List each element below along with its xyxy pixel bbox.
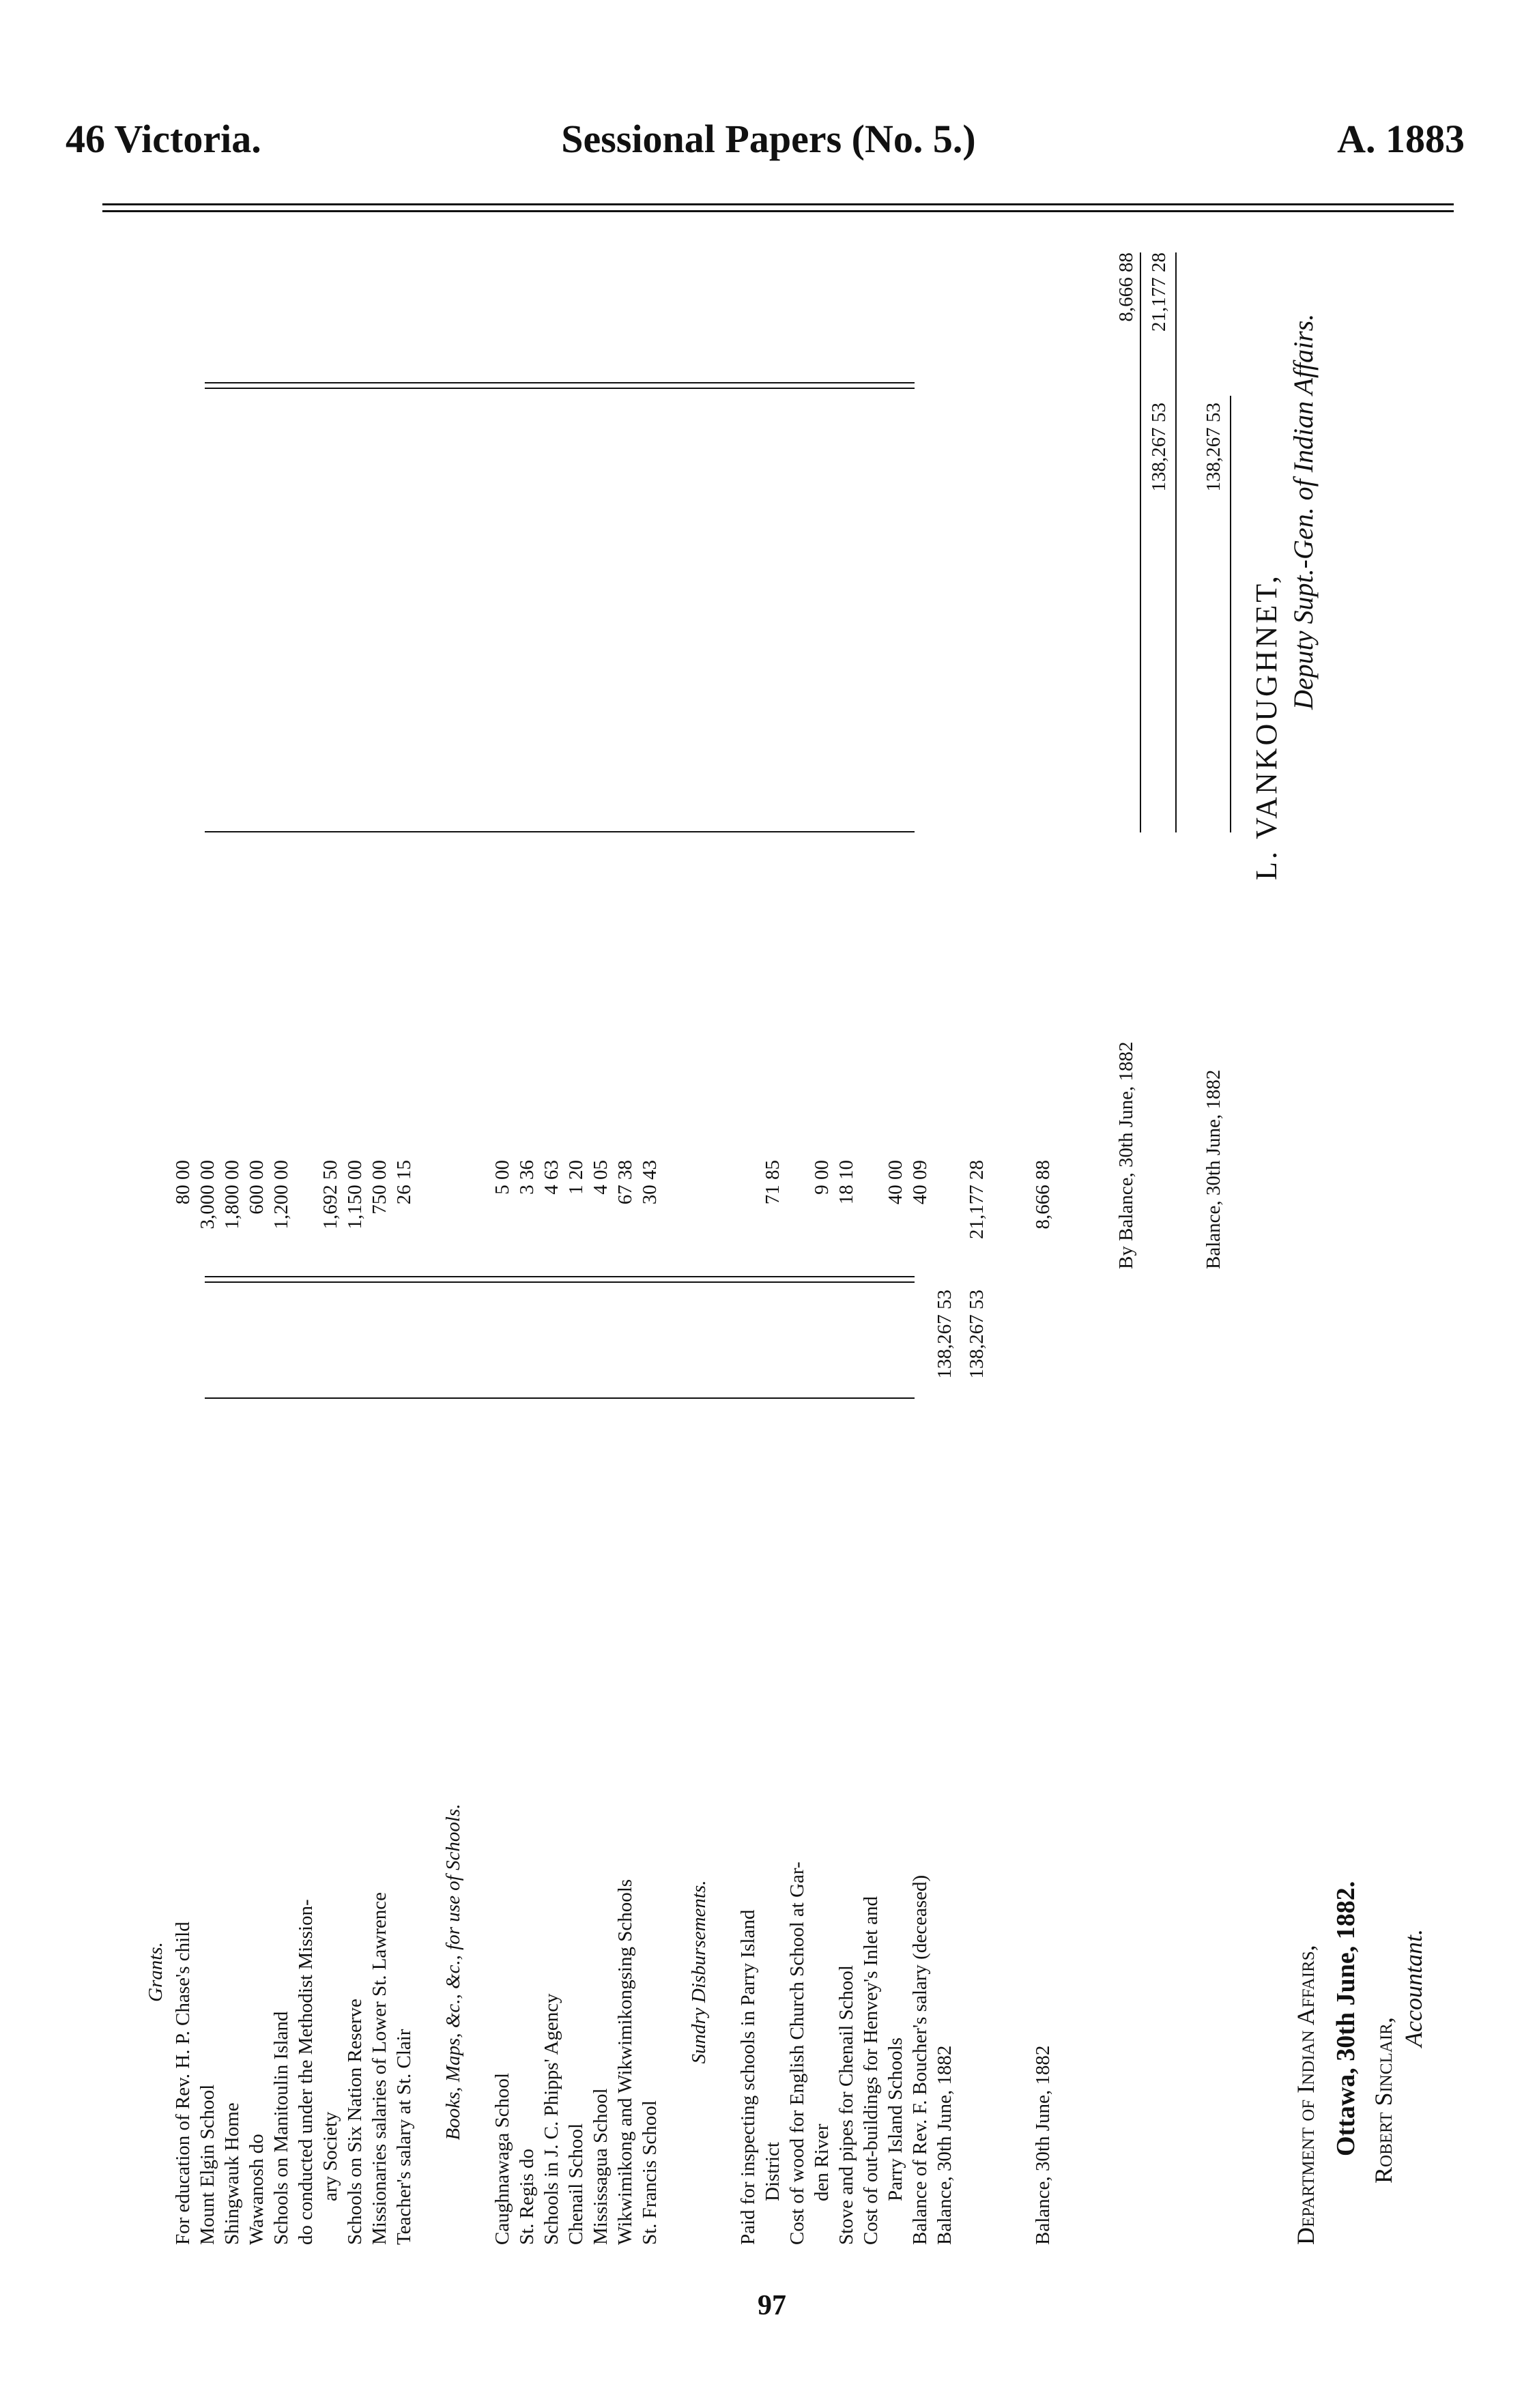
ledger-row-label: Stove and pipes for Chenail School	[835, 1965, 857, 2245]
ledger-row-label: Wikwimikong and Wikwimikongsing Schools	[614, 1878, 636, 2245]
left-grants-column	[143, 1290, 168, 2245]
ledger-amount: 138,267 53	[965, 1290, 988, 1379]
ledger-row	[908, 1399, 932, 2245]
ledger-row-label: Balance of Rev. F. Boucher's salary (deceased)	[909, 1874, 931, 2245]
by-balance-label: By Balance, 30th June, 1882	[1115, 1041, 1137, 1269]
ledger-row-label: St. Francis School	[639, 2100, 661, 2245]
closing-balance-label: Balance, 30th June, 1882	[1032, 2045, 1054, 2245]
ledger-row-label: Missionaries salaries of Lower St. Lawrence	[369, 1891, 390, 2245]
ledger-row-label: Mount Elgin School	[197, 2084, 218, 2245]
by-balance-amount: 8,666 88	[1115, 252, 1137, 322]
ledger-amount: 67 38	[614, 1160, 636, 1205]
ledger-row-label: Teacher's salary at St. Clair	[393, 2029, 415, 2245]
ledger-row-label: ary Society	[319, 2111, 341, 2201]
ledger-amount: 1,200 00	[270, 1160, 292, 1230]
ledger-row	[834, 1399, 859, 2245]
left-rule-b	[205, 1281, 915, 1283]
ledger-row	[736, 1399, 760, 2245]
ledger-amount: 80 00	[172, 1160, 194, 1205]
header-session: 46 Victoria.	[66, 117, 261, 161]
ledger-amount: 8,666 88	[1032, 1160, 1054, 1230]
ledger-row	[883, 1399, 908, 2245]
right-total-col2: 21,177 28	[1148, 252, 1170, 332]
ledger-row-label: Cost of out-buildings for Henvey's Inlet and	[860, 1896, 882, 2245]
ledger-row	[244, 1399, 269, 2245]
right-closing-row	[1203, 546, 1227, 1269]
left-labels	[171, 1399, 1055, 2245]
ledger-amount: 3,000 00	[197, 1160, 218, 1230]
ledger-row	[318, 1399, 343, 2245]
ledger-row-label: Paid for inspecting schools in Parry Island	[737, 1909, 759, 2245]
ledger-row-label: Schools on Six Nation Reserve	[344, 1999, 366, 2245]
ledger-row	[343, 1399, 367, 2245]
ledger-amount: 1 20	[565, 1160, 587, 1195]
ledger-row-label: do conducted under the Methodist Mission-	[295, 1899, 317, 2245]
ledger-row-label: Chenail School	[565, 2123, 587, 2245]
ledger-row	[637, 1399, 662, 2245]
right-total-rule-bottom	[1175, 252, 1177, 832]
ledger-row	[809, 1399, 834, 2245]
right-closing-amount: 138,267 53	[1203, 403, 1224, 492]
ledger-row	[490, 1399, 515, 2245]
rotated-ledger	[116, 198, 1426, 2245]
grants-heading: Grants.	[145, 1942, 167, 2002]
page-number: 97	[758, 2290, 786, 2321]
ledger-row-label: Schools in J. C. Phipps' Agency	[541, 1993, 562, 2245]
place-date: Ottawa, 30th June, 1882.	[1332, 1881, 1360, 2156]
ledger-amount: 1,692 50	[319, 1160, 341, 1230]
ledger-row	[539, 1399, 564, 2245]
ledger-row-label: Parry Island Schools	[885, 2037, 906, 2201]
ledger-row-label: Caughnawaga School	[491, 2072, 513, 2245]
ledger-row	[269, 1399, 293, 2245]
ledger-amount: 138,267 53	[934, 1290, 956, 1379]
balance-line-row	[932, 1399, 957, 2245]
balance-line-label: Balance, 30th June, 1882	[934, 2045, 956, 2245]
left-rule-c	[205, 1276, 915, 1277]
ledger-amount: 3 36	[516, 1160, 538, 1195]
closing-balance-row	[1031, 1399, 1055, 2245]
ledger-amount: 4 05	[590, 1160, 612, 1195]
accountant-name: Robert Sinclair,	[1370, 2017, 1397, 2184]
right-rule-a	[205, 831, 915, 832]
sundry-heading: Sundry Disbursements.	[688, 1880, 710, 2064]
accountant-role: Accountant.	[1400, 1929, 1427, 2047]
ledger-row-label: Shingwauk Home	[221, 2102, 243, 2245]
ledger-amount: 40 00	[885, 1160, 906, 1205]
right-total-col1: 138,267 53	[1148, 403, 1170, 492]
ledger-row	[760, 1399, 785, 2245]
left-rule-a	[205, 1397, 915, 1399]
header-year: A. 1883	[1337, 117, 1465, 161]
department-name: Department of Indian Affairs,	[1292, 1945, 1319, 2245]
right-total-rule-top	[1140, 252, 1141, 832]
ledger-amount: 4 63	[541, 1160, 562, 1195]
books-heading: Books, Maps, &c., &c., for use of Schools.	[442, 1803, 464, 2141]
ledger-row-label: Wawanosh do	[246, 2134, 268, 2245]
ledger-amount: 18 10	[835, 1160, 857, 1205]
ledger-amount: 30 43	[639, 1160, 661, 1205]
ledger-row	[588, 1399, 613, 2245]
header-title: Sessional Papers (No. 5.)	[561, 117, 976, 161]
ledger-row	[171, 1399, 195, 2245]
ledger-row	[613, 1399, 637, 2245]
ledger-amount: 40 09	[909, 1160, 931, 1205]
signatory-name: L. VANKOUGHNET,	[1250, 573, 1283, 880]
right-rule-c	[205, 382, 915, 383]
ledger-amount: 1,150 00	[344, 1160, 366, 1230]
ledger-row-label: District	[762, 2142, 784, 2201]
ledger-amount: 71 85	[762, 1160, 784, 1205]
ledger-amount: 1,800 00	[221, 1160, 243, 1230]
ledger-row-label: St. Regis do	[516, 2149, 538, 2245]
ledger-row	[859, 1399, 883, 2245]
ledger-row-label: Cost of wood for English Church School at Gar-	[786, 1861, 808, 2245]
ledger-row-label: Schools on Manitoulin Island	[270, 2011, 292, 2245]
by-balance-row	[1115, 382, 1140, 1269]
ledger-row	[367, 1399, 392, 2245]
right-closing-rule	[1230, 396, 1231, 832]
ledger-row	[785, 1399, 809, 2245]
right-rule-b	[205, 388, 915, 389]
ledger-row	[220, 1399, 244, 2245]
ledger-row	[293, 1399, 318, 2245]
ledger-amount: 5 00	[491, 1160, 513, 1195]
ledger-row-label: For education of Rev. H. P. Chase's child	[172, 1921, 194, 2245]
ledger-amount: 21,177 28	[965, 1160, 988, 1239]
right-closing-label: Balance, 30th June, 1882	[1203, 1069, 1224, 1269]
ledger-amount: 600 00	[246, 1160, 268, 1215]
ledger-amount: 750 00	[369, 1160, 390, 1215]
ledger-row	[195, 1399, 220, 2245]
ledger-row	[515, 1399, 539, 2245]
ledger-row-label: Mississagua School	[590, 2088, 612, 2245]
signatory-title: Deputy Supt.-Gen. of Indian Affairs.	[1288, 313, 1319, 710]
ledger-amount: 26 15	[393, 1160, 415, 1205]
ledger-row-label: den River	[811, 2123, 833, 2201]
ledger-row	[564, 1399, 588, 2245]
ledger-row	[392, 1399, 416, 2245]
ledger-amount: 9 00	[811, 1160, 833, 1195]
